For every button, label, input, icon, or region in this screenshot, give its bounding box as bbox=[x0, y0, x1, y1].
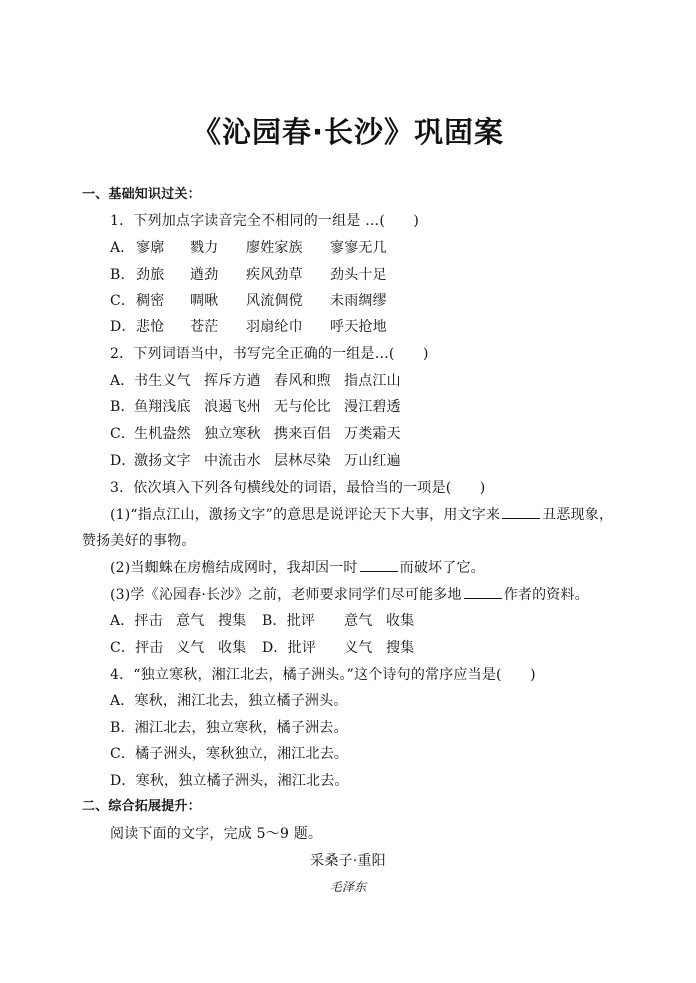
option-item: 稠密 bbox=[136, 293, 165, 309]
option-item: 劲旅 bbox=[136, 267, 165, 283]
option-label: A． bbox=[110, 373, 135, 389]
option-item: 啁啾 bbox=[190, 293, 219, 309]
question-3-sentence-2 bbox=[110, 559, 485, 577]
option-label: B． bbox=[110, 399, 135, 415]
question-3-options-cd bbox=[110, 639, 414, 657]
option-item: 指点江山 bbox=[344, 373, 401, 389]
sentence-text: (3)学《沁园春·长沙》之前，老师要求同学们尽可能多地 bbox=[110, 587, 462, 603]
option-label: B． bbox=[110, 267, 135, 283]
question-3-options-ab bbox=[110, 612, 414, 630]
question-1-option-b bbox=[110, 266, 387, 284]
page-title: 《沁园春·长沙》巩固案 bbox=[191, 115, 505, 149]
option-item: 羽扇纶巾 bbox=[246, 319, 303, 335]
option-label: D． bbox=[110, 453, 136, 469]
question-1-option-d bbox=[110, 318, 387, 336]
option-item: 春风和煦 bbox=[274, 373, 331, 389]
question-3-sentence-1 bbox=[110, 506, 613, 524]
section-heading-basics: 一、基础知识过关： bbox=[82, 187, 201, 202]
option-item: C．抨击 bbox=[110, 640, 164, 656]
option-item: 苍茫 bbox=[190, 319, 219, 335]
question-1-option-a bbox=[110, 239, 387, 257]
option-item: B．批评 bbox=[262, 613, 316, 629]
option-item: 生机盎然 bbox=[134, 426, 191, 442]
question-4-option-c: C．橘子洲头，寒秋独立，湘江北去。 bbox=[110, 746, 349, 762]
option-item: 激扬文字 bbox=[134, 453, 191, 469]
question-2-stem: 2．下列词语当中，书写完全正确的一组是…( ) bbox=[110, 346, 429, 362]
question-4-option-d: D．寒秋，独立橘子洲头，湘江北去。 bbox=[110, 773, 349, 789]
question-1-stem: 1．下列加点字读音完全不相同的一组是 …( ) bbox=[110, 213, 420, 229]
option-item: 浪遏飞州 bbox=[204, 399, 261, 415]
option-item: 寥寥无几 bbox=[330, 240, 387, 256]
question-2-option-d bbox=[110, 452, 401, 470]
option-item: A．抨击 bbox=[110, 613, 163, 629]
sentence-text: 作者的资料。 bbox=[503, 587, 589, 603]
option-item: 戮力 bbox=[190, 240, 219, 256]
option-item: 搜集 bbox=[218, 613, 247, 629]
option-item: 独立寒秋 bbox=[204, 426, 261, 442]
option-item: 疾风劲草 bbox=[246, 267, 303, 283]
option-item: 书生义气 bbox=[134, 373, 191, 389]
answer-blank bbox=[464, 586, 502, 599]
sentence-text: 而破坏了它。 bbox=[399, 560, 485, 576]
option-item: D．批评 bbox=[262, 640, 317, 656]
answer-blank bbox=[502, 506, 540, 519]
section-heading-extension: 二、综合拓展提升： bbox=[82, 799, 201, 814]
question-3-stem: 3．依次填入下列各句横线处的词语，最恰当的一项是( ) bbox=[110, 480, 486, 496]
question-4-stem: 4．“独立寒秋，湘江北去，橘子洲头。”这个诗句的常序应当是( ) bbox=[110, 667, 536, 683]
option-item: 廖姓家族 bbox=[246, 240, 303, 256]
option-item: 万山红遍 bbox=[344, 453, 401, 469]
poem-title: 采桑子·重阳 bbox=[310, 853, 386, 869]
option-label: D． bbox=[110, 319, 136, 335]
question-4-option-b: B．湘江北去，独立寒秋，橘子洲去。 bbox=[110, 720, 348, 736]
question-2-option-a bbox=[110, 372, 401, 390]
option-label: A． bbox=[110, 240, 135, 256]
option-item: 风流倜傥 bbox=[246, 293, 303, 309]
option-item: 呼天抢地 bbox=[330, 319, 387, 335]
poem-author: 毛泽东 bbox=[329, 880, 367, 894]
option-item: 义气 bbox=[344, 640, 373, 656]
reading-instruction: 阅读下面的文字，完成 5～9 题。 bbox=[110, 826, 323, 842]
question-2-option-b bbox=[110, 398, 401, 416]
option-item: 义气 bbox=[176, 640, 205, 656]
option-item: 携来百侣 bbox=[274, 426, 331, 442]
option-item: 劲头十足 bbox=[330, 267, 387, 283]
option-item: 意气 bbox=[344, 613, 373, 629]
question-4-option-a: A．寒秋，湘江北去，独立橘子洲头。 bbox=[110, 693, 348, 709]
question-2-option-c bbox=[110, 425, 401, 443]
option-item: 遒劲 bbox=[190, 267, 219, 283]
question-1-option-c bbox=[110, 292, 387, 310]
option-item: 无与伦比 bbox=[274, 399, 331, 415]
option-item: 收集 bbox=[386, 613, 415, 629]
option-item: 意气 bbox=[176, 613, 205, 629]
answer-blank bbox=[360, 559, 398, 572]
sentence-text: (1)“指点江山，激扬文字”的意思是说评论天下大事，用文字来 bbox=[110, 507, 501, 523]
option-item: 挥斥方遒 bbox=[204, 373, 261, 389]
option-item: 未雨绸缪 bbox=[330, 293, 387, 309]
sentence-text: 丑恶现象， bbox=[542, 507, 614, 523]
option-item: 寥廓 bbox=[136, 240, 165, 256]
option-item: 悲怆 bbox=[136, 319, 165, 335]
option-item: 层林尽染 bbox=[274, 453, 331, 469]
option-item: 收集 bbox=[218, 640, 247, 656]
option-item: 鱼翔浅底 bbox=[134, 399, 191, 415]
option-label: C． bbox=[110, 293, 136, 309]
question-3-sentence-3 bbox=[110, 586, 589, 604]
option-item: 万类霜天 bbox=[344, 426, 401, 442]
option-label: C． bbox=[110, 426, 136, 442]
question-3-sentence-1-cont: 赞扬美好的事物。 bbox=[82, 533, 196, 549]
sentence-text: (2)当蜘蛛在房檐结成网时，我却因一时 bbox=[110, 560, 358, 576]
option-item: 搜集 bbox=[386, 640, 415, 656]
option-item: 中流击水 bbox=[204, 453, 261, 469]
option-item: 漫江碧透 bbox=[344, 399, 401, 415]
